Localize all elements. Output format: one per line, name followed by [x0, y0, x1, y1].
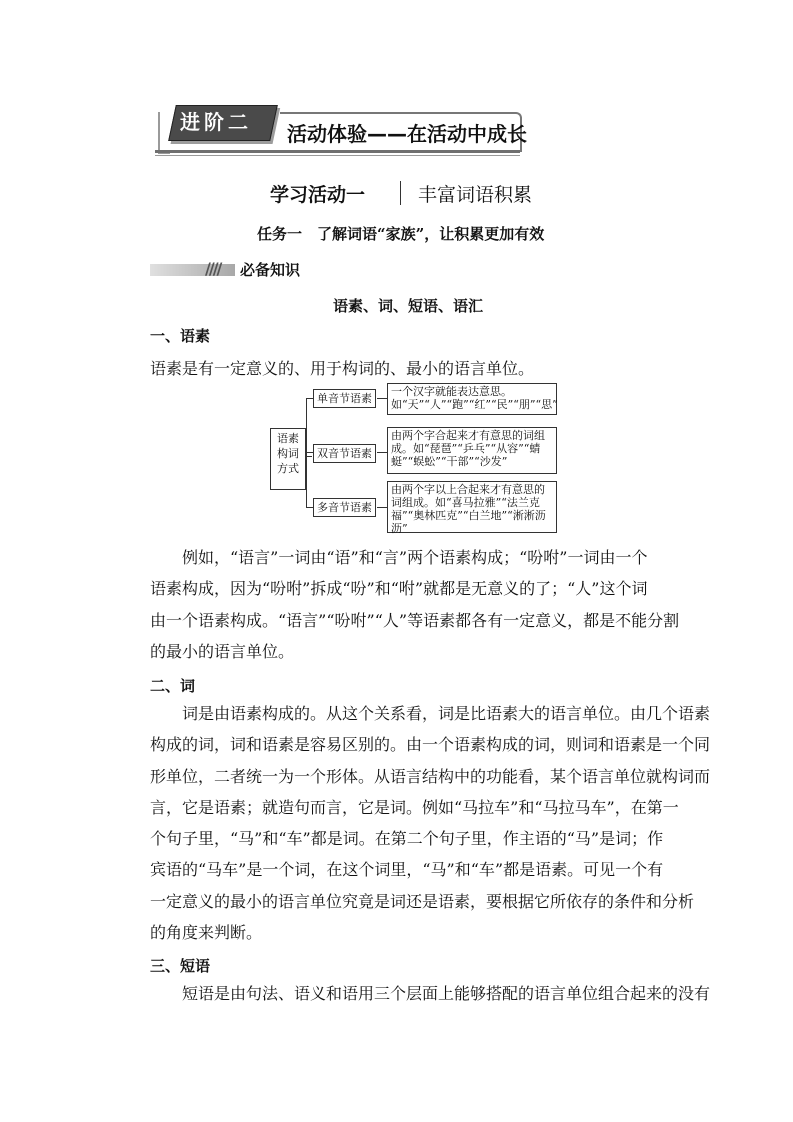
heading-morpheme: 一、语素	[150, 327, 211, 345]
paragraph-line: 例如，“语言”一词由“语”和“言”两个语素构成；“吩咐”一词由一个	[150, 548, 648, 567]
heading-word: 二、词	[150, 677, 196, 695]
paragraph-line: 语素构成，因为“吩咐”拆成“吩”和“咐”就都是无意义的了；“人”这个词	[150, 579, 648, 599]
activity-subtitle: 丰富词语积累	[418, 184, 533, 206]
diagram-connector	[377, 398, 387, 399]
word-paragraph	[150, 698, 711, 948]
morpheme-example-paragraph	[150, 542, 690, 667]
paragraph-line: 的最小的语言单位。	[150, 641, 295, 661]
diagram-description: 由两个字合起来才有意思的词组成。如“琵琶”“乒乓”“从容”“蜻蜓”“蜈蚣”“干部”“沙发”	[387, 427, 557, 474]
diagram-connector	[377, 507, 387, 508]
diagram-type: 双音节语素	[313, 444, 376, 463]
paragraph-line: 宾语的“马车”是一个词，在这个词里，“马”和“车”都是语素。可见一个有	[150, 860, 664, 880]
diagram-type: 多音节语素	[313, 498, 376, 517]
diagram-connector	[306, 398, 313, 399]
paragraph-line: 的角度来判断。	[150, 923, 263, 943]
diagram-type: 单音节语素	[313, 389, 376, 408]
diagram-connector	[306, 507, 313, 508]
paragraph-line: 一定意义的最小的语言单位究竟是词还是语素，要根据它所依存的条件和分析	[150, 891, 695, 911]
banner-left-bracket	[158, 112, 170, 154]
banner-badge-label: 进阶二	[180, 110, 252, 134]
activity-divider	[400, 181, 401, 205]
paragraph-line: 词是由语素构成的。从这个关系看，词是比语素大的语言单位。由几个语素	[150, 704, 711, 723]
diagram-connector	[306, 398, 307, 508]
diagram-description: 一个汉字就能表达意思。如“天”“人”“跑”“红”“民”“朋”“思”	[387, 383, 557, 415]
task-title: 任务一 了解词语“家族”，让积累更加有效	[257, 225, 545, 243]
diagram-connector	[377, 452, 387, 453]
paragraph-line: 言，它是语素；就造句而言，它是词。例如“马拉车”和“马拉马车”，在第一	[150, 797, 679, 817]
doc-title: 语素、词、短语、语汇	[333, 297, 484, 315]
diagram-root: 语素构词方式	[270, 428, 306, 490]
section-strip	[150, 264, 235, 276]
section-label: 必备知识	[240, 261, 301, 279]
paragraph-line: 由一个语素构成。“语言”“吩咐”“人”等语素都各有一定意义，都是不能分割	[150, 610, 680, 630]
banner-title: 活动体验——在活动中成长	[287, 122, 527, 146]
phrase-paragraph	[150, 978, 711, 1009]
paragraph-line: 个句子里，“马”和“车”都是词。在第二个句子里，作主语的“马”是词；作	[150, 829, 664, 849]
section-slashes: ////	[205, 259, 221, 278]
paragraph-line: 形单位，二者统一为一个形体。从语言结构中的功能看，某个语言单位就构词而	[150, 766, 711, 786]
heading-phrase: 三、短语	[150, 957, 211, 975]
diagram-connector	[306, 452, 313, 453]
diagram-description: 由两个字以上合起来才有意思的词组成。如“喜马拉雅”“法兰克福”“奥林匹克”“白兰地”“淅淅沥沥”	[387, 481, 557, 533]
banner-underline	[155, 150, 520, 153]
banner-underline-thin	[155, 155, 520, 156]
morpheme-definition: 语素是有一定意义的、用于构词的、最小的语言单位。	[150, 359, 535, 378]
activity-title: 学习活动一	[270, 184, 366, 206]
paragraph-line: 短语是由句法、语义和语用三个层面上能够搭配的语言单位组合起来的没有	[150, 984, 711, 1003]
paragraph-line: 构成的词，词和语素是容易区别的。由一个语素构成的词，则词和语素是一个同	[150, 735, 711, 755]
